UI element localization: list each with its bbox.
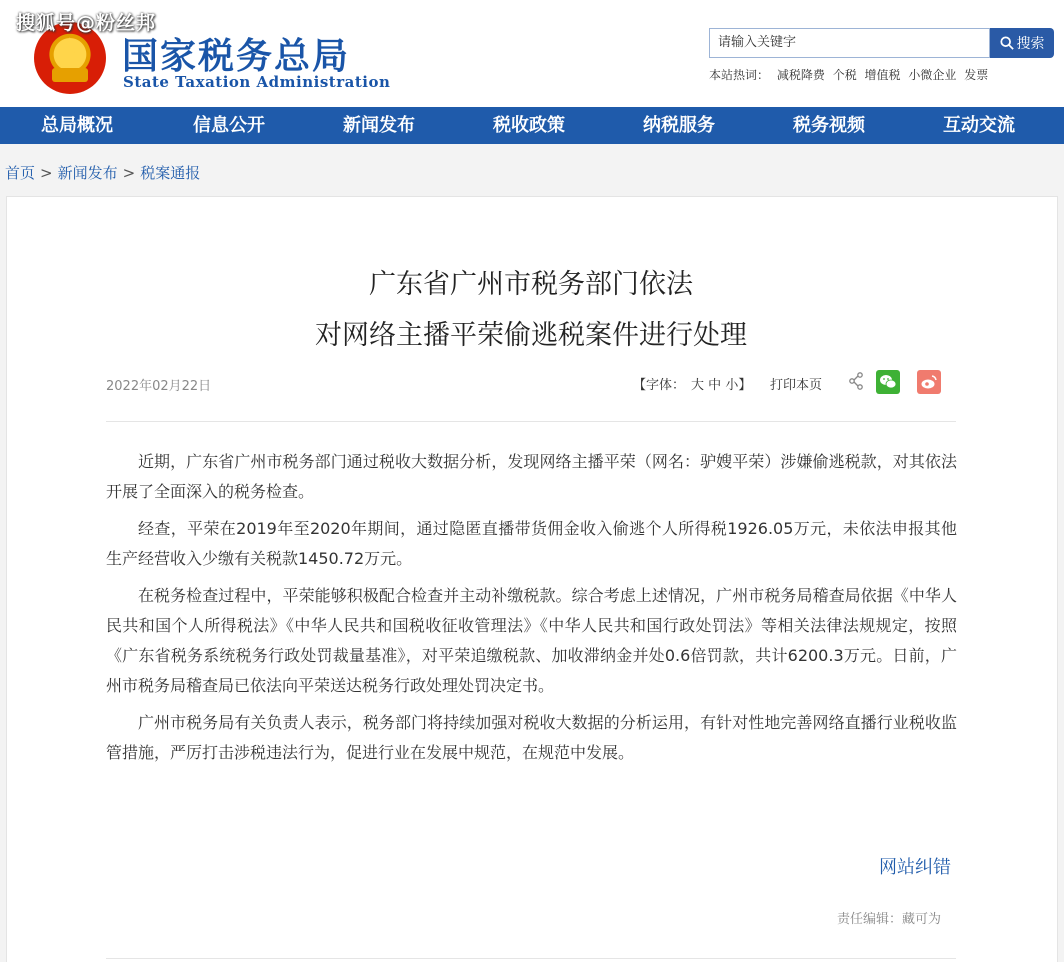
article-title-line1: 广东省广州市税务部门依法 <box>369 269 693 300</box>
hot-word-link[interactable]: 发票 <box>964 68 989 82</box>
site-logo-text[interactable]: 国家税务总局 <box>122 36 351 77</box>
nav-item-info[interactable]: 信息公开 <box>193 115 265 136</box>
site-header <box>0 0 1064 107</box>
nav-item-video[interactable]: 税务视频 <box>793 115 865 136</box>
search-button[interactable] <box>990 28 1054 58</box>
article-paragraph: 近期，广东省广州市税务部门通过税收大数据分析，发现网络主播平荣（网名：驴嫂平荣）涉嫌偷逃税款，对其依法开展了全面深入的税务检查。 <box>106 452 957 501</box>
search-icon <box>1000 36 1014 50</box>
search-button-label: 搜索 <box>1016 36 1045 52</box>
font-size-medium[interactable]: 中 <box>708 378 722 393</box>
hot-word-link[interactable]: 增值税 <box>864 68 901 82</box>
search-input[interactable]: 请输入关键字 <box>709 28 990 58</box>
national-emblem-icon[interactable]: ★ <box>34 22 106 94</box>
hot-word-link[interactable]: 小微企业 <box>908 68 957 82</box>
article-title-line2: 对网络主播平荣偷逃税案件进行处理 <box>315 320 747 351</box>
breadcrumb <box>5 162 200 183</box>
hot-words <box>709 66 992 83</box>
font-size-large[interactable]: 大 <box>691 378 705 393</box>
watermark: 搜狐号@粉丝邦 <box>16 12 157 34</box>
nav-item-overview[interactable]: 总局概况 <box>41 115 113 136</box>
article-paragraph: 在税务检查过程中，平荣能够积极配合检查并主动补缴税款。综合考虑上述情况，广州市税务局稽查局依据《中华人民共和国个人所得税法》《中华人民共和国税收征收管理法》《中华人民共和国行政处罚法》等相关法律法规规定，按照《广东省税务系统税务行政处罚裁量基准》，对平荣追缴税款、加收滞纳金并处0.6倍罚款，共计6200.3万元。日前，广州市税务局稽查局已依法向平荣送达税务行政处理处罚决定书。 <box>106 586 957 695</box>
site-logo-english[interactable]: State Taxation Administration <box>123 73 391 91</box>
report-error-link[interactable]: 网站纠错 <box>879 857 951 878</box>
article-paragraph: 经查，平荣在2019年至2020年期间，通过隐匿直播带货佣金收入偷逃个人所得税1926.05万元，未依法申报其他生产经营收入少缴有关税款1450.72万元。 <box>106 519 957 568</box>
hot-words-label: 本站热词： <box>709 68 770 82</box>
breadcrumb-cases[interactable]: 税案通报 <box>140 164 201 182</box>
bottom-divider <box>106 958 956 959</box>
breadcrumb-news[interactable]: 新闻发布 <box>57 164 118 182</box>
article-paragraph: 广州市税务局有关负责人表示，税务部门将持续加强对税收大数据的分析运用，有针对性地完善网络直播行业税收监管措施，严厉打击涉税违法行为，促进行业在发展中规范，在规范中发展。 <box>106 713 957 762</box>
nav-item-policy[interactable]: 税收政策 <box>493 115 565 136</box>
breadcrumb-home[interactable]: 首页 <box>5 164 36 182</box>
weibo-share-icon[interactable] <box>917 370 941 394</box>
article-date: 2022年02月22日 <box>106 379 212 394</box>
breadcrumb-separator: > <box>122 164 136 182</box>
wechat-share-icon[interactable] <box>876 370 900 394</box>
share-icon[interactable] <box>848 372 864 390</box>
article-body <box>106 447 957 775</box>
hot-word-link[interactable]: 减税降费 <box>776 68 825 82</box>
font-size-label: 【字体： <box>633 378 686 393</box>
nav-item-interaction[interactable]: 互动交流 <box>943 115 1015 136</box>
breadcrumb-separator: > <box>40 164 53 182</box>
nav-item-news[interactable]: 新闻发布 <box>343 115 415 136</box>
responsible-editor: 责任编辑：藏可为 <box>837 912 942 927</box>
nav-item-service[interactable]: 纳税服务 <box>643 115 715 136</box>
title-divider <box>106 421 956 422</box>
font-size-close: 】 <box>738 378 752 393</box>
hot-word-link[interactable]: 个税 <box>832 68 857 82</box>
main-nav <box>0 107 1064 144</box>
font-size-small[interactable]: 小 <box>725 378 739 393</box>
print-link[interactable]: 打印本页 <box>770 378 823 393</box>
font-size-tools <box>633 374 751 393</box>
